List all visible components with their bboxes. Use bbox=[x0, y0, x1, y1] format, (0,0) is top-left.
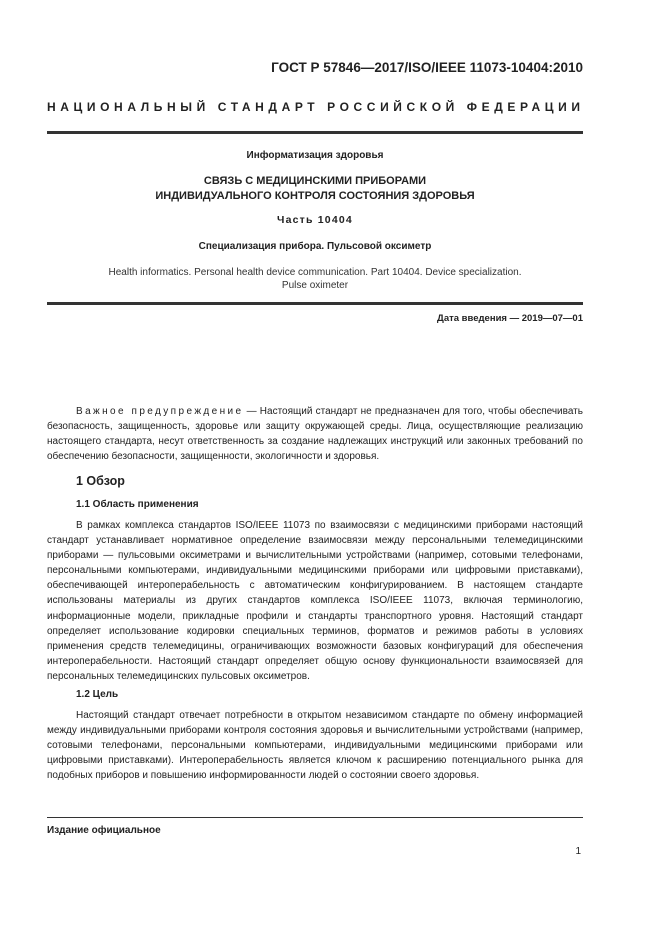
page-number: 1 bbox=[575, 846, 581, 857]
field-title: Информатизация здоровья bbox=[246, 150, 384, 161]
section-1-1-text: В рамках комплекса стандартов ISO/IEEE 11073 по взаимосвязи с медицинскими приборами настоящий стандарт устанавливает нормативное определение взаимосвязи между персональными телемедицинскими приборами — пульсовыми оксиметрами и вычислительными устройствами (например, сотовыми телефонами, персональными компьютерами, индивидуальными медицинскими приборами или цифровыми приставками), обеспечивающей интероперабельность с автоматическим конфигурированием. В настоящем стандарте использованы материалы из других стандартов комплекса ISO/IEEE 11073, включая терминологию, информационные модели, прикладные профили и стандарты транспортного уровня. Настоящий стандарт определяет использование кодировки специальных терминов, форматов и режимов работы в условиях применения средств телемедицины, ограничивающих возможности базовых конфигураций для обеспечения интероперабельности. Настоящий стандарт определяет общую основу функциональности взаимосвязей для персональных телемедицинских пульсовых оксиметров. bbox=[47, 520, 583, 682]
subtitle: Специализация прибора. Пульсовой оксиметр bbox=[198, 241, 432, 252]
top-divider bbox=[47, 131, 583, 134]
main-title-line1: СВЯЗЬ С МЕДИЦИНСКИМИ ПРИБОРАМИ bbox=[203, 175, 427, 187]
footer-divider bbox=[47, 817, 583, 818]
section-1-1-heading: 1.1 Область применения bbox=[76, 499, 199, 510]
part-number: Часть 10404 bbox=[277, 214, 353, 226]
section-1-2-text: Настоящий стандарт отвечает потребности в открытом независимом стандарте по обмену информацией между индивидуальными приборами контроля состояния здоровья и вычислительными устройствами (например, сотовыми телефонами, персональными компьютерами, индивидуальными медицинскими приборами или цифровыми приставками). Интероперабельность является ключом к расширению потенциального рынка для подобных приборов и повышению информированности людей о состоянии своего здоровья. bbox=[47, 710, 583, 782]
english-title-line2: Pulse oximeter bbox=[281, 280, 349, 291]
section-1-heading: 1 Обзор bbox=[76, 474, 125, 488]
warning-text: — Настоящий стандарт не предназначен для того, чтобы обеспечивать безопасность, защищенность, здоровье или защиту окружающей среды. Лица, осуществляющие реализацию настоящего стандарта, несут ответственность за создание надлежащих инструкций или законных требований по обеспечению безопасности, защищенности, экологичности и здоровья. bbox=[47, 406, 583, 463]
warning-paragraph bbox=[47, 404, 583, 464]
section-1-2-heading: 1.2 Цель bbox=[76, 689, 119, 700]
warning-label: Важное предупреждение bbox=[76, 406, 244, 417]
official-edition: Издание официальное bbox=[47, 825, 161, 836]
english-title-line1: Health informatics. Personal health device communication. Part 10404. Device specialization. bbox=[108, 267, 522, 278]
introduction-date: Дата введения — 2019—07—01 bbox=[437, 313, 583, 324]
main-title-line2: ИНДИВИДУАЛЬНОГО КОНТРОЛЯ СОСТОЯНИЯ ЗДОРОВЬЯ bbox=[155, 190, 475, 202]
national-standard-banner: НАЦИОНАЛЬНЫЙ СТАНДАРТ РОССИЙСКОЙ ФЕДЕРАЦИИ bbox=[47, 100, 585, 114]
standard-designation: ГОСТ Р 57846—2017/ISO/IEEE 11073-10404:2010 bbox=[271, 60, 583, 75]
title-divider bbox=[47, 302, 583, 305]
